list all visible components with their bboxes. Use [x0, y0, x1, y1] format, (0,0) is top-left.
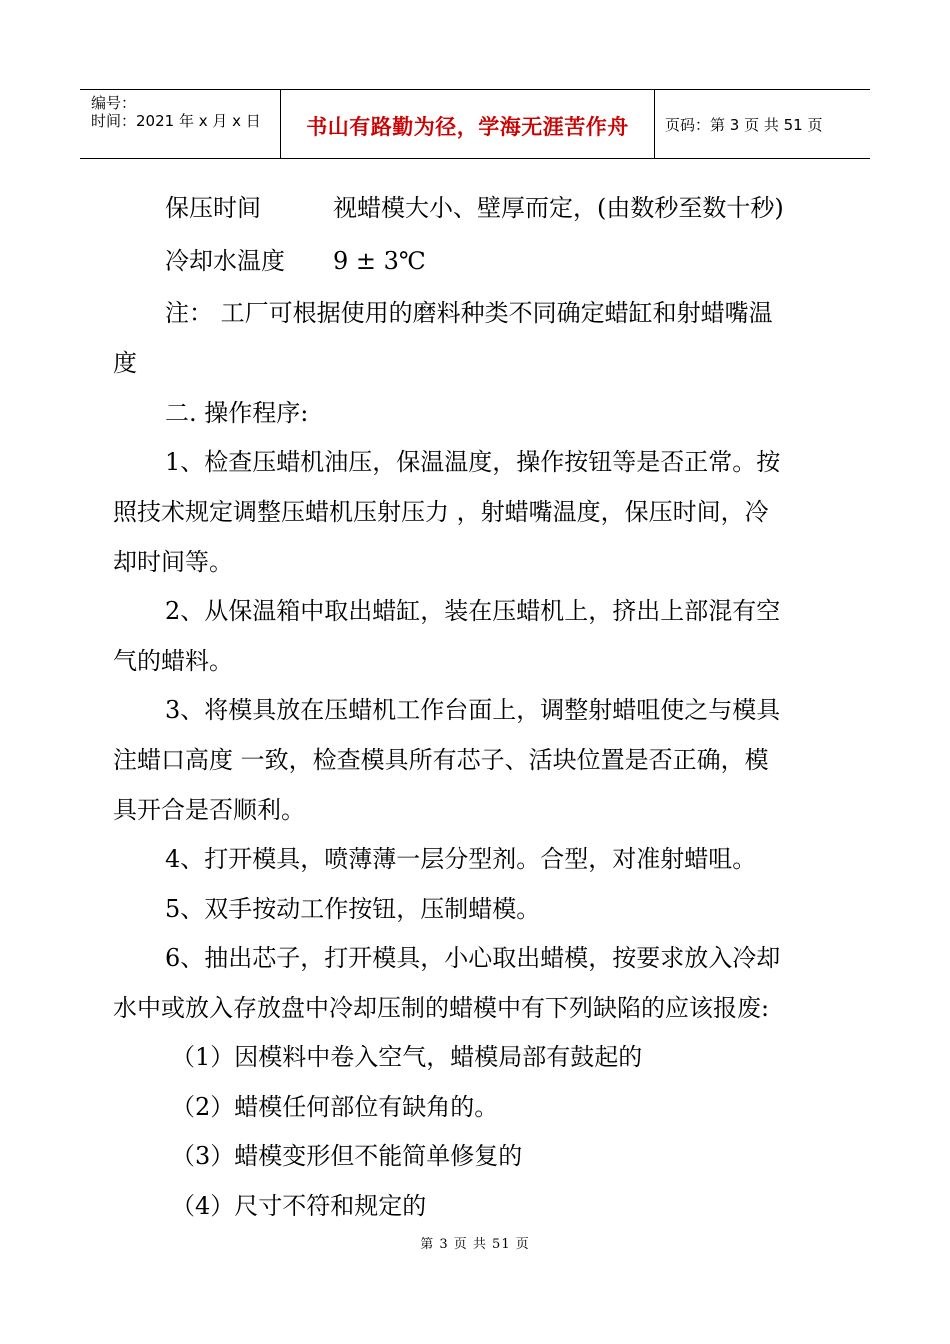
header-page-info: 页码：第 3 页 共 51 页 [665, 115, 823, 134]
page-header [80, 89, 870, 159]
document-number-label: 编号： [91, 94, 137, 112]
paragraph-3-line-2: 注蜡口高度 一致，检查模具所有芯子、活块位置是否正确，模 [113, 746, 769, 774]
hold-time-label: 保压时间 [165, 194, 261, 222]
paragraph-1-line-3: 却时间等。 [113, 548, 233, 576]
cool-temp-value: 9 ± 3℃ [333, 247, 426, 275]
paragraph-6-line-1: 6、抽出芯子，打开模具，小心取出蜡模，按要求放入冷却 [165, 944, 781, 972]
paragraph-1-line-1: 1、检查压蜡机油压，保温温度，操作按钮等是否正常。按 [165, 448, 781, 476]
header-page-cell [655, 90, 870, 158]
paragraph-5: 5、双手按动工作按钮，压制蜡模。 [165, 895, 541, 923]
section-title: 二. 操作程序: [165, 399, 309, 427]
defect-item-4: （4）尺寸不符和规定的 [171, 1192, 427, 1220]
hold-time-row [165, 190, 784, 226]
hold-time-value: 视蜡模大小、壁厚而定，(由数秒至数十秒) [333, 194, 784, 222]
paragraph-6-line-2: 水中或放入存放盘中冷却压制的蜡模中有下列缺陷的应该报废: [113, 994, 770, 1022]
header-motto-cell [281, 90, 655, 158]
footer-page-number: 第 3 页 共 51 页 [420, 1237, 530, 1252]
paragraph-2-line-1: 2、从保温箱中取出蜡缸，装在压蜡机上，挤出上部混有空 [165, 597, 781, 625]
cool-temp-row [165, 243, 426, 279]
defect-item-2: （2）蜡模任何部位有缺角的。 [171, 1093, 499, 1121]
paragraph-3-line-3: 具开合是否顺利。 [113, 796, 305, 824]
paragraph-4: 4、打开模具，喷薄薄一层分型剂。合型，对准射蜡咀。 [165, 845, 757, 873]
paragraph-2-line-2: 气的蜡料。 [113, 647, 233, 675]
defect-item-1: （1）因模料中卷入空气，蜡模局部有鼓起的 [171, 1043, 643, 1071]
page-footer [0, 1233, 950, 1252]
header-meta-cell [80, 90, 281, 158]
paragraph-3-line-1: 3、将模具放在压蜡机工作台面上，调整射蜡咀使之与模具 [165, 696, 781, 724]
note-line-1: 注： 工厂可根据使用的磨料种类不同确定蜡缸和射蜡嘴温 [165, 299, 773, 327]
note-line-2: 度 [113, 349, 137, 377]
paragraph-1-line-2: 照技术规定调整压蜡机压射压力 ，射蜡嘴温度，保压时间，冷 [113, 498, 769, 526]
cool-temp-label: 冷却水温度 [165, 247, 285, 275]
header-motto: 书山有路勤为径，学海无涯苦作舟 [306, 115, 629, 139]
defect-item-3: （3）蜡模变形但不能简单修复的 [171, 1142, 523, 1170]
document-time-label: 时间：2021 年 x 月 x 日 [91, 112, 261, 130]
